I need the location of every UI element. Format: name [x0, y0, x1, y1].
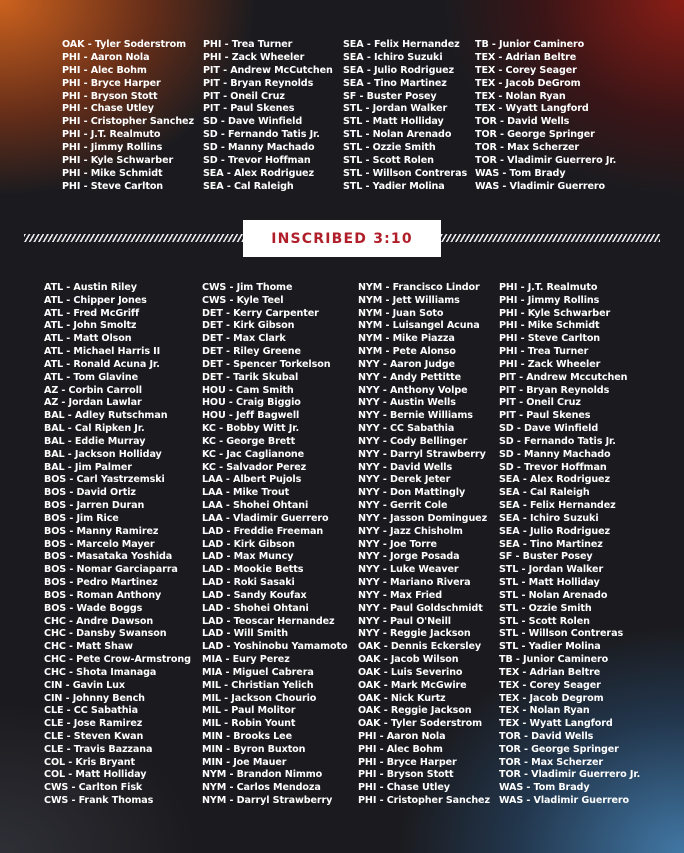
player-list-item: OAK - Reggie Jackson [358, 705, 472, 717]
player-list-item: BOS - Masataka Yoshida [44, 551, 173, 563]
player-list-item: TEX - Nolan Ryan [499, 705, 590, 717]
player-list-item: WAS - Tom Brady [475, 167, 566, 179]
player-list-item: CHC - Dansby Swanson [44, 628, 167, 640]
player-list-item: NYY - Max Fried [358, 589, 442, 601]
player-list-item: ATL - Tom Glavine [44, 371, 139, 383]
player-list-item: DET - Tarik Skubal [202, 371, 299, 383]
player-list-item: BOS - Nomar Garciaparra [44, 564, 178, 576]
player-list-item: LAD - Yoshinobu Yamamoto [202, 641, 348, 653]
player-list-item: CLE - Steven Kwan [44, 730, 144, 742]
player-list-item: STL - Nolan Arenado [343, 129, 452, 141]
player-list-item: NYM - Carlos Mendoza [202, 782, 321, 794]
player-list-item: PIT - Oneil Cruz [499, 397, 581, 409]
player-list-item: CLE - Jose Ramirez [44, 718, 143, 730]
player-list-item: PHI - Jimmy Rollins [62, 142, 163, 154]
player-list-item: LAD - Freddie Freeman [202, 525, 324, 537]
top-list-column-2 [203, 39, 333, 194]
player-list-item: TOR - George Springer [499, 743, 619, 755]
player-list-item: WAS - Vladimir Guerrero [475, 180, 606, 192]
player-list-item: CLE - CC Sabathia [44, 705, 138, 717]
player-list-item: NYM - Pete Alonso [358, 346, 456, 358]
player-list-item: NYY - Jorge Posada [358, 551, 460, 563]
player-list-item: BOS - Roman Anthony [44, 589, 162, 601]
player-list-item: DET - Max Clark [202, 333, 286, 345]
player-list-item: NYY - Austin Wells [358, 397, 456, 409]
player-list-item: KC - Salvador Perez [202, 461, 307, 473]
player-list-item: BOS - David Ortiz [44, 487, 136, 499]
player-list-item: TOR - Vladimir Guerrero Jr. [499, 769, 641, 781]
player-list-item: TB - Junior Caminero [499, 654, 609, 666]
player-list-item: SEA - Cal Raleigh [499, 487, 590, 499]
player-list-item: NYY - Andy Pettitte [358, 371, 462, 383]
player-list-item: SEA - Julio Rodriguez [499, 525, 611, 537]
top-list-column-4 [475, 39, 616, 194]
player-list-item: PHI - Zack Wheeler [499, 358, 601, 370]
player-list-item: CHC - Matt Shaw [44, 641, 133, 653]
player-list-item: PHI - Bryce Harper [358, 756, 457, 768]
player-list-item: NYY - David Wells [358, 461, 453, 473]
player-list-item: NYM - Brandon Nimmo [202, 769, 323, 781]
player-list-item: PIT - Paul Skenes [203, 103, 295, 115]
player-list-item: NYY - CC Sabathia [358, 423, 455, 435]
player-list-item: NYY - Reggie Jackson [358, 628, 471, 640]
player-list-item: STL - Ozzie Smith [343, 142, 436, 154]
player-list-item: CWS - Jim Thome [202, 282, 293, 293]
player-list-item: OAK - Tyler Soderstrom [358, 718, 482, 730]
player-list-item: TOR - Max Scherzer [499, 756, 603, 768]
player-list-item: NYY - Luke Weaver [358, 564, 459, 576]
player-list-item: PHI - Steve Carlton [62, 180, 164, 192]
player-list-item: STL - Willson Contreras [499, 628, 624, 640]
player-list-item: SF - Buster Posey [343, 90, 437, 102]
player-list-item: TEX - Nolan Ryan [475, 90, 566, 102]
player-list-item: CWS - Carlton Fisk [44, 782, 143, 794]
player-list-item: CIN - Johnny Bench [44, 692, 145, 704]
player-list-item: DET - Spencer Torkelson [202, 358, 331, 370]
player-list-item: KC - George Brett [202, 435, 296, 447]
player-list-item: PHI - Bryson Stott [358, 769, 454, 781]
player-list-item: CHC - Pete Crow-Armstrong [44, 654, 191, 666]
player-list-item: PHI - Chase Utley [62, 103, 154, 115]
player-list-item: ATL - Matt Olson [44, 333, 132, 345]
player-list-item: TEX - Wyatt Langford [499, 718, 613, 730]
player-list-item: BOS - Jarren Duran [44, 500, 145, 512]
player-list-item: TOR - Vladimir Guerrero Jr. [475, 155, 617, 167]
player-list-item: PHI - Trea Turner [203, 39, 293, 50]
player-list-item: NYM - Francisco Lindor [358, 282, 480, 293]
player-list-item: TOR - Max Scherzer [475, 142, 579, 154]
bottom-list-column-4 [499, 282, 640, 808]
player-list-item: BOS - Marcelo Mayer [44, 538, 155, 550]
player-list-item: LAD - Mookie Betts [202, 564, 304, 576]
player-list-item: MIN - Joe Mauer [202, 756, 287, 768]
player-list-item: PIT - Andrew McCutchen [203, 64, 333, 76]
player-list-item: NYY - Don Mattingly [358, 487, 466, 499]
player-list-item: STL - Jordan Walker [499, 564, 604, 576]
player-list-item: NYY - Darryl Strawberry [358, 448, 486, 460]
player-list-item: SEA - Tino Martinez [499, 538, 603, 550]
player-list-item: SEA - Felix Hernandez [343, 39, 460, 50]
player-list-item: PHI - Chase Utley [358, 782, 450, 794]
player-list-item: SF - Buster Posey [499, 551, 593, 563]
player-list-item: COL - Matt Holliday [44, 769, 147, 781]
player-list-item: NYY - Aaron Judge [358, 358, 455, 370]
player-list-item: OAK - Luis Severino [358, 666, 463, 678]
player-list-item: ATL - Chipper Jones [44, 294, 147, 306]
player-list-item: SEA - Felix Hernandez [499, 500, 616, 512]
player-list-item: TEX - Jacob DeGrom [475, 77, 581, 89]
player-list-item: STL - Yadier Molina [499, 641, 601, 653]
player-list-item: NYM - Mike Piazza [358, 333, 455, 345]
player-list-item: KC - Bobby Witt Jr. [202, 423, 299, 435]
section-title-badge [243, 220, 441, 257]
player-list-item: PIT - Paul Skenes [499, 410, 591, 422]
player-list-item: ATL - Michael Harris II [44, 346, 161, 358]
player-list-item: TEX - Adrian Beltre [499, 666, 601, 678]
player-list-item: DET - Kirk Gibson [202, 320, 295, 332]
player-list-item: NYM - Luisangel Acuna [358, 320, 480, 332]
player-list-item: WAS - Vladimir Guerrero [499, 795, 630, 807]
player-list-item: CWS - Kyle Teel [202, 294, 284, 306]
player-list-item: SD - Manny Machado [203, 142, 315, 154]
player-list-item: OAK - Jacob Wilson [358, 654, 459, 666]
player-list-item: CLE - Travis Bazzana [44, 743, 153, 755]
player-list-item: TEX - Adrian Beltre [475, 51, 577, 63]
player-list-item: BOS - Carl Yastrzemski [44, 474, 165, 486]
player-list-item: TEX - Corey Seager [475, 64, 577, 76]
player-list-item: PHI - Bryce Harper [62, 77, 161, 89]
player-list-item: STL - Scott Rolen [499, 615, 590, 627]
player-list-item: LAD - Max Muncy [202, 551, 294, 563]
player-list-item: NYM - Jett Williams [358, 294, 460, 306]
player-list-item: SEA - Julio Rodriguez [343, 64, 455, 76]
player-list-item: TOR - George Springer [475, 129, 595, 141]
player-list-item: STL - Matt Holliday [343, 116, 444, 128]
player-list-item: KC - Jac Caglianone [202, 448, 305, 460]
player-list-item: NYY - Joe Torre [358, 538, 437, 550]
bottom-list-column-1 [44, 282, 191, 808]
player-list-item: AZ - Jordan Lawlar [44, 397, 142, 409]
player-list-item: LAD - Sandy Koufax [202, 589, 307, 601]
player-list-item: NYM - Darryl Strawberry [202, 795, 333, 807]
player-list-item: CHC - Andre Dawson [44, 615, 154, 627]
player-list-item: MIN - Byron Buxton [202, 743, 306, 755]
player-list-item: STL - Scott Rolen [343, 155, 434, 167]
player-list-item: TEX - Jacob Degrom [499, 692, 604, 704]
player-list-item: BOS - Jim Rice [44, 512, 119, 524]
player-list-item: LAD - Kirk Gibson [202, 538, 295, 550]
player-list-item: BOS - Wade Boggs [44, 602, 143, 614]
player-list-item: BAL - Eddie Murray [44, 435, 146, 447]
player-list-item: CHC - Shota Imanaga [44, 666, 157, 678]
player-list-item: PHI - J.T. Realmuto [499, 282, 598, 293]
player-list-item: MIA - Eury Perez [202, 654, 290, 666]
player-list-item: OAK - Nick Kurtz [358, 692, 446, 704]
player-list-item: PHI - J.T. Realmuto [62, 129, 161, 141]
player-list-item: BOS - Manny Ramirez [44, 525, 159, 537]
player-list-item: NYY - Anthony Volpe [358, 384, 468, 396]
player-list-item: WAS - Tom Brady [499, 782, 590, 794]
player-list-item: PIT - Oneil Cruz [203, 90, 285, 102]
player-list-item: MIL - Paul Molitor [202, 705, 296, 717]
player-list-item: BAL - Jackson Holliday [44, 448, 162, 460]
player-list-item: PHI - Mike Schmidt [62, 167, 163, 179]
player-list-item: SEA - Ichiro Suzuki [499, 512, 599, 524]
player-list-item: STL - Willson Contreras [343, 167, 468, 179]
player-list-item: MIL - Robin Yount [202, 718, 296, 730]
player-list-item: PHI - Jimmy Rollins [499, 294, 600, 306]
player-list-item: HOU - Cam Smith [202, 384, 294, 396]
player-list-item: LAA - Albert Pujols [202, 474, 302, 486]
player-list-item: TOR - David Wells [499, 730, 594, 742]
player-list-item: ATL - Fred McGriff [44, 307, 140, 319]
player-list-item: SEA - Alex Rodriguez [203, 167, 314, 179]
player-list-item: PHI - Bryson Stott [62, 90, 158, 102]
player-list-item: PHI - Kyle Schwarber [62, 155, 174, 167]
player-list-item: SD - Fernando Tatis Jr. [499, 435, 616, 447]
player-list-item: LAA - Vladimir Guerrero [202, 512, 329, 524]
player-list-item: LAD - Will Smith [202, 628, 288, 640]
section-divider-right [441, 234, 660, 242]
section-divider-left [24, 234, 243, 242]
player-list-item: SD - Dave Winfield [499, 423, 599, 435]
player-list-item: PHI - Alec Bohm [62, 64, 147, 76]
player-list-item: NYY - Derek Jeter [358, 474, 451, 486]
player-list-item: MIN - Brooks Lee [202, 730, 292, 742]
player-list-item: TEX - Wyatt Langford [475, 103, 589, 115]
player-list-item: SD - Manny Machado [499, 448, 611, 460]
player-list-item: PHI - Steve Carlton [499, 333, 601, 345]
player-list-item: PHI - Zack Wheeler [203, 51, 305, 63]
player-list-item: BAL - Adley Rutschman [44, 410, 168, 422]
player-list-item: NYY - Jazz Chisholm [358, 525, 463, 537]
player-list-item: SEA - Tino Martinez [343, 77, 447, 89]
player-list-item: BAL - Jim Palmer [44, 461, 132, 473]
top-list-column-3 [343, 39, 467, 194]
player-list-item: SD - Fernando Tatis Jr. [203, 129, 320, 141]
player-list-item: OAK - Tyler Soderstrom [62, 39, 186, 50]
player-list-item: CIN - Gavin Lux [44, 679, 125, 691]
player-list-item: MIL - Christian Yelich [202, 679, 314, 691]
player-list-item: SD - Trevor Hoffman [499, 461, 607, 473]
player-list-item: NYM - Juan Soto [358, 307, 444, 319]
player-list-item: PHI - Cristopher Sanchez [62, 116, 194, 128]
player-list-item: TEX - Corey Seager [499, 679, 601, 691]
bottom-list-column-2 [202, 282, 347, 808]
player-list-item: STL - Matt Holliday [499, 577, 600, 589]
player-list-item: LAD - Roki Sasaki [202, 577, 295, 589]
player-list-item: OAK - Dennis Eckersley [358, 641, 482, 653]
player-list-item: PHI - Kyle Schwarber [499, 307, 611, 319]
player-list-item: OAK - Mark McGwire [358, 679, 467, 691]
player-list-item: NYY - Paul Goldschmidt [358, 602, 483, 614]
section-title: INSCRIBED 3:10 [271, 230, 413, 247]
player-list-item: LAD - Shohei Ohtani [202, 602, 309, 614]
player-list-item: PHI - Alec Bohm [358, 743, 443, 755]
player-list-item: COL - Kris Bryant [44, 756, 135, 768]
top-list-column-1 [62, 39, 194, 194]
player-list-item: SEA - Alex Rodriguez [499, 474, 610, 486]
player-list-item: PHI - Trea Turner [499, 346, 589, 358]
player-list-item: PIT - Bryan Reynolds [203, 77, 314, 89]
player-list-item: TB - Junior Caminero [475, 39, 585, 50]
player-list-item: DET - Riley Greene [202, 346, 301, 358]
player-list-item: BAL - Cal Ripken Jr. [44, 423, 145, 435]
player-list-item: ATL - John Smoltz [44, 320, 137, 332]
player-list-item: PIT - Bryan Reynolds [499, 384, 610, 396]
player-list-item: STL - Jordan Walker [343, 103, 448, 115]
player-list-item: CWS - Frank Thomas [44, 795, 154, 807]
player-list-item: PIT - Andrew Mccutchen [499, 371, 628, 383]
player-list-item: ATL - Ronald Acuna Jr. [44, 358, 160, 370]
player-list-item: HOU - Jeff Bagwell [202, 410, 300, 422]
player-list-item: SEA - Ichiro Suzuki [343, 51, 443, 63]
player-list-item: AZ - Corbin Carroll [44, 384, 142, 396]
player-list-item: STL - Yadier Molina [343, 180, 445, 192]
player-list-item: STL - Nolan Arenado [499, 589, 608, 601]
player-list-item: NYY - Paul O'Neill [358, 615, 451, 627]
player-list-item: PHI - Aaron Nola [62, 51, 150, 63]
player-list-item: DET - Kerry Carpenter [202, 307, 319, 319]
player-list-item: PHI - Cristopher Sanchez [358, 795, 490, 807]
player-list-item: HOU - Craig Biggio [202, 397, 301, 409]
player-list-item: NYY - Cody Bellinger [358, 435, 468, 447]
player-list-item: LAA - Shohei Ohtani [202, 500, 309, 512]
player-list-item: NYY - Gerrit Cole [358, 500, 448, 512]
player-list-item: LAA - Mike Trout [202, 487, 290, 499]
player-list-item: LAD - Teoscar Hernandez [202, 615, 335, 627]
player-list-item: NYY - Bernie Williams [358, 410, 473, 422]
bottom-list-column-3 [358, 282, 490, 808]
player-list-item: BOS - Pedro Martinez [44, 577, 158, 589]
player-list-item: PHI - Aaron Nola [358, 730, 446, 742]
player-list-item: SD - Dave Winfield [203, 116, 303, 128]
player-list-item: TOR - David Wells [475, 116, 570, 128]
player-list-item: MIA - Miguel Cabrera [202, 666, 314, 678]
player-list-item: NYY - Jasson Dominguez [358, 512, 488, 524]
player-list-item: SEA - Cal Raleigh [203, 180, 294, 192]
player-list-item: PHI - Mike Schmidt [499, 320, 600, 332]
player-list-item: STL - Ozzie Smith [499, 602, 592, 614]
player-list-item: MIL - Jackson Chourio [202, 692, 317, 704]
player-list-item: SD - Trevor Hoffman [203, 155, 311, 167]
player-list-item: NYY - Mariano Rivera [358, 577, 471, 589]
player-list-item: ATL - Austin Riley [44, 282, 137, 293]
